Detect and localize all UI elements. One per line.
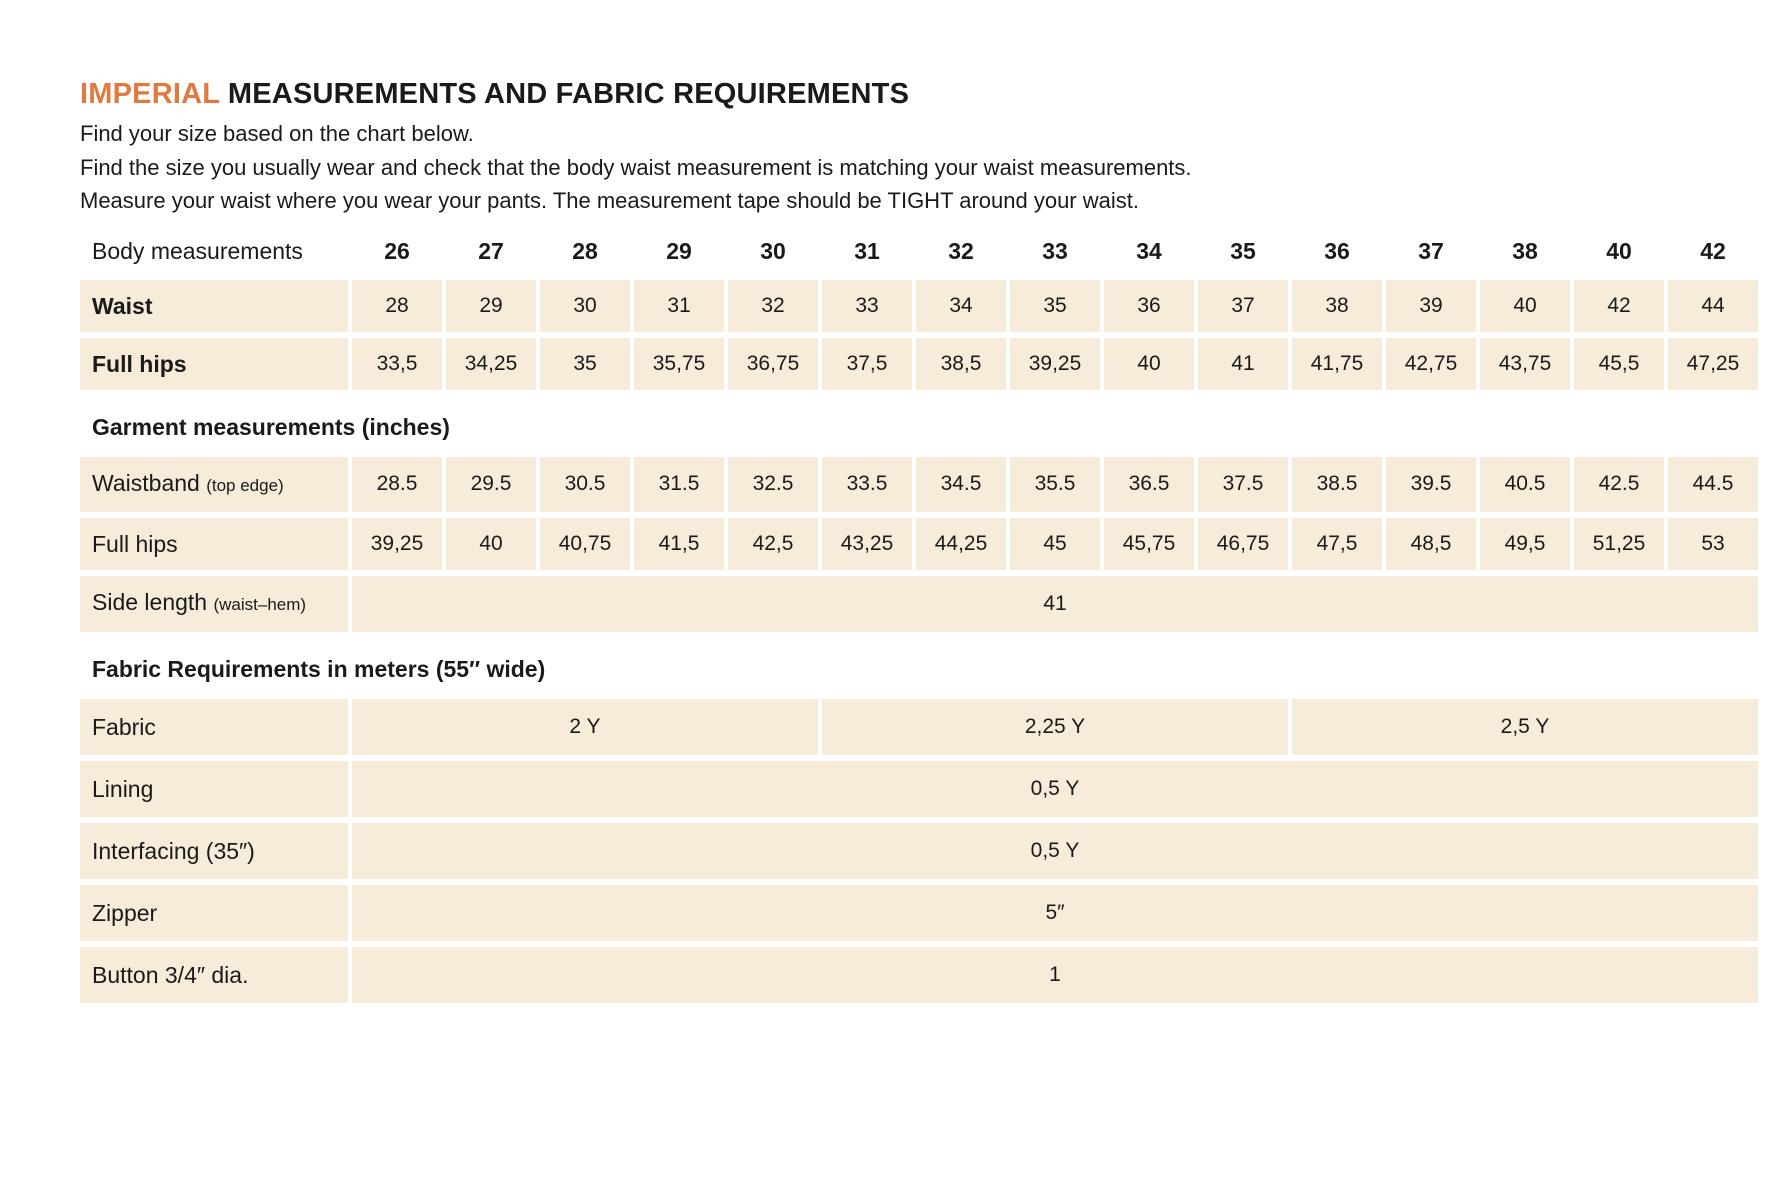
waist-42: 44	[1668, 280, 1758, 332]
body-hips-40: 45,5	[1574, 338, 1664, 390]
size-header-40: 40	[1606, 237, 1632, 264]
garment-hips-31: 43,25	[822, 518, 912, 570]
size-header-29: 29	[666, 237, 692, 264]
size-header-34: 34	[1136, 237, 1162, 264]
table-row	[80, 457, 1758, 512]
waist-40: 42	[1574, 280, 1664, 332]
page-title-accent: IMPERIAL	[80, 78, 220, 110]
garment-hips-29: 41,5	[634, 518, 724, 570]
body-hips-36: 41,75	[1292, 338, 1382, 390]
waistband-26: 28.5	[352, 457, 442, 512]
waist-33: 35	[1010, 280, 1100, 332]
waistband-label-note: (top edge)	[206, 475, 284, 495]
size-header-33: 33	[1042, 237, 1068, 264]
size-header-37: 37	[1418, 237, 1444, 264]
row-label-fabric: Fabric	[80, 699, 348, 755]
table-row	[80, 338, 1758, 390]
size-header-30: 30	[760, 237, 786, 264]
lining-amount: 0,5 Y	[352, 761, 1758, 817]
body-measurements-table	[76, 222, 1762, 396]
side-length-label-main: Side length	[92, 589, 208, 616]
garment-hips-27: 40	[446, 518, 536, 570]
body-hips-33: 39,25	[1010, 338, 1100, 390]
body-hips-32: 38,5	[916, 338, 1006, 390]
waistband-30: 32.5	[728, 457, 818, 512]
body-hips-37: 42,75	[1386, 338, 1476, 390]
row-label-interfacing: Interfacing (35″)	[80, 823, 348, 879]
waistband-32: 34.5	[916, 457, 1006, 512]
size-header-27: 27	[478, 237, 504, 264]
waist-28: 30	[540, 280, 630, 332]
size-header-35: 35	[1230, 237, 1256, 264]
interfacing-amount: 0,5 Y	[352, 823, 1758, 879]
garment-hips-36: 47,5	[1292, 518, 1382, 570]
intro-line-3: Measure your waist where you wear your pants. The measurement tape should be TIGHT around your waist.	[80, 188, 1139, 214]
waistband-33: 35.5	[1010, 457, 1100, 512]
garment-hips-40: 51,25	[1574, 518, 1664, 570]
size-header-36: 36	[1324, 237, 1350, 264]
row-label-full-hips-garment: Full hips	[80, 518, 348, 570]
row-label-lining: Lining	[80, 761, 348, 817]
waist-37: 39	[1386, 280, 1476, 332]
waist-38: 40	[1480, 280, 1570, 332]
waist-35: 37	[1198, 280, 1288, 332]
table-row	[80, 947, 1758, 1003]
fabric-section-title: Fabric Requirements in meters (55″ wide)	[92, 655, 546, 682]
page-title	[80, 78, 1780, 111]
fabric-amount-large: 2,5 Y	[1292, 699, 1758, 755]
body-hips-29: 35,75	[634, 338, 724, 390]
size-header-31: 31	[854, 237, 880, 264]
size-header-26: 26	[384, 237, 410, 264]
body-table-header-row	[80, 228, 1758, 274]
waist-30: 32	[728, 280, 818, 332]
row-label-full-hips-body: Full hips	[80, 338, 348, 390]
table-row	[80, 761, 1758, 817]
row-label-side-length	[80, 576, 348, 632]
table-row	[80, 823, 1758, 879]
body-hips-31: 37,5	[822, 338, 912, 390]
garment-section-title: Garment measurements (inches)	[92, 413, 450, 440]
fabric-amount-small: 2 Y	[352, 699, 818, 755]
body-hips-42: 47,25	[1668, 338, 1758, 390]
waistband-31: 33.5	[822, 457, 912, 512]
body-hips-35: 41	[1198, 338, 1288, 390]
row-label-waistband	[80, 457, 348, 512]
fabric-amount-medium: 2,25 Y	[822, 699, 1288, 755]
intro-text	[80, 117, 1780, 218]
body-hips-30: 36,75	[728, 338, 818, 390]
body-hips-38: 43,75	[1480, 338, 1570, 390]
waistband-34: 36.5	[1104, 457, 1194, 512]
button-amount: 1	[352, 947, 1758, 1003]
size-header-32: 32	[948, 237, 974, 264]
garment-hips-42: 53	[1668, 518, 1758, 570]
page-title-rest: MEASUREMENTS AND FABRIC REQUIREMENTS	[227, 78, 910, 110]
zipper-amount: 5″	[352, 885, 1758, 941]
table-row	[80, 280, 1758, 332]
side-length-value: 41	[352, 576, 1758, 632]
table-row	[80, 699, 1758, 755]
table-row	[80, 576, 1758, 632]
waistband-42: 44.5	[1668, 457, 1758, 512]
table-row	[80, 518, 1758, 570]
intro-line-2: Find the size you usually wear and check that the body waist measurement is matching your waist measurements.	[80, 154, 1192, 180]
body-hips-34: 40	[1104, 338, 1194, 390]
body-table-header-label: Body measurements	[92, 237, 303, 264]
body-hips-27: 34,25	[446, 338, 536, 390]
garment-hips-30: 42,5	[728, 518, 818, 570]
waist-31: 33	[822, 280, 912, 332]
garment-hips-32: 44,25	[916, 518, 1006, 570]
size-header-42: 42	[1700, 237, 1726, 264]
waistband-35: 37.5	[1198, 457, 1288, 512]
body-hips-26: 33,5	[352, 338, 442, 390]
fabric-requirements-table	[76, 693, 1762, 1009]
garment-hips-26: 39,25	[352, 518, 442, 570]
table-row	[80, 885, 1758, 941]
waistband-36: 38.5	[1292, 457, 1382, 512]
waistband-38: 40.5	[1480, 457, 1570, 512]
waist-26: 28	[352, 280, 442, 332]
garment-hips-34: 45,75	[1104, 518, 1194, 570]
size-header-38: 38	[1512, 237, 1538, 264]
waistband-37: 39.5	[1386, 457, 1476, 512]
body-hips-28: 35	[540, 338, 630, 390]
side-length-label-note: (waist–hem)	[213, 595, 307, 615]
row-label-zipper: Zipper	[80, 885, 348, 941]
garment-measurements-table	[76, 451, 1762, 638]
intro-line-1: Find your size based on the chart below.	[80, 121, 474, 146]
size-header-28: 28	[572, 237, 598, 264]
garment-hips-37: 48,5	[1386, 518, 1476, 570]
waistband-28: 30.5	[540, 457, 630, 512]
waist-32: 34	[916, 280, 1006, 332]
garment-hips-28: 40,75	[540, 518, 630, 570]
waist-36: 38	[1292, 280, 1382, 332]
waistband-40: 42.5	[1574, 457, 1664, 512]
waist-34: 36	[1104, 280, 1194, 332]
garment-hips-33: 45	[1010, 518, 1100, 570]
waist-27: 29	[446, 280, 536, 332]
waist-29: 31	[634, 280, 724, 332]
row-label-button: Button 3/4″ dia.	[80, 947, 348, 1003]
garment-hips-38: 49,5	[1480, 518, 1570, 570]
waistband-29: 31.5	[634, 457, 724, 512]
garment-hips-35: 46,75	[1198, 518, 1288, 570]
waistband-label-main: Waistband	[92, 469, 200, 496]
row-label-waist: Waist	[80, 280, 348, 332]
waistband-27: 29.5	[446, 457, 536, 512]
